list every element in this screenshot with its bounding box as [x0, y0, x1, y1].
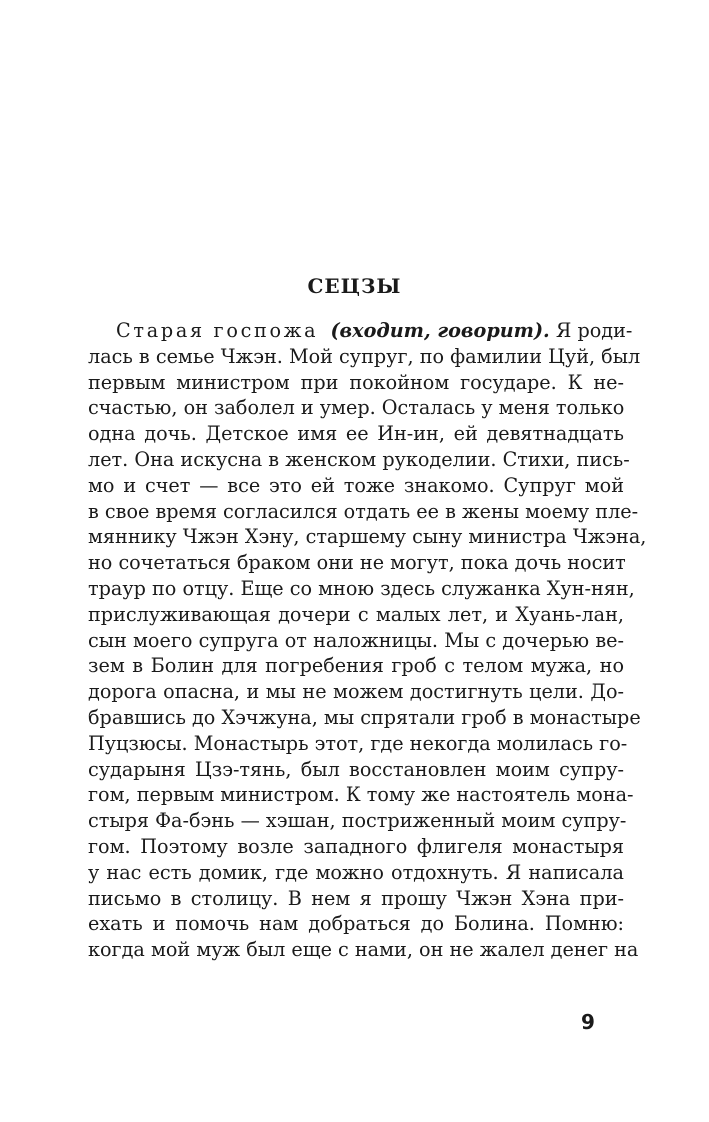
line-1-rest: Я роди- — [555, 319, 633, 342]
body-text — [88, 318, 647, 963]
chapter-title: СЕЦЗЫ — [307, 274, 402, 298]
text-line: письмо в столицу. В нем я прошу Чжэн Хэна при- — [88, 886, 624, 910]
text-line: первым министром при покойном государе. К не- — [88, 370, 624, 394]
text-line: зем в Болин для погребения гроб с телом мужа, но — [88, 654, 624, 678]
text-line: Пуцзюсы. Монастырь этот, где некогда молилась го- — [88, 731, 628, 755]
text-line: бравшись до Хэчжуна, мы спрятали гроб в монастыре — [88, 705, 641, 729]
text-line: прислуживающая дочери с малых лет, и Хуань-лан, — [88, 602, 624, 626]
text-line: лась в семье Чжэн. Мой супруг, по фамилии Цуй, был — [88, 344, 641, 368]
text-line: когда мой муж был еще с нами, он не жалел денег на — [88, 938, 639, 962]
text-line: лет. Она искусна в женском рукоделии. Стихи, пись- — [88, 447, 630, 471]
speaker-name: Старая госпожа — [116, 319, 319, 342]
text-line: сударыня Цзэ-тянь, был восстановлен моим супру- — [88, 757, 624, 781]
text-line: счастью, он заболел и умер. Осталась у меня только — [88, 396, 625, 420]
text-line: мяннику Чжэн Хэну, старшему сыну министра Чжэна, — [88, 525, 647, 549]
page-number: 9 — [581, 1010, 595, 1034]
text-line: гом, первым министром. К тому же настоятель мона- — [88, 783, 634, 807]
text-line: сын моего супруга от наложницы. Мы с дочерью ве- — [88, 628, 624, 652]
text-line: гом. Поэтому возле западного флигеля монастыря — [88, 834, 624, 858]
text-line-1 — [88, 318, 633, 344]
text-line: траур по отцу. Еще со мною здесь служанка Хун-нян, — [88, 576, 635, 600]
stage-direction: (входит, говорит). — [330, 319, 550, 342]
text-line: ехать и помочь нам добраться до Болина. Помню: — [88, 912, 624, 936]
text-line: одна дочь. Детское имя ее Ин-ин, ей девятнадцать — [88, 422, 624, 446]
text-line: мо и счет — все это ей тоже знакомо. Супруг мой — [88, 473, 624, 497]
text-line: у нас есть домик, где можно отдохнуть. Я написала — [88, 860, 624, 884]
text-line: дорога опасна, и мы не можем достигнуть цели. До- — [88, 680, 624, 704]
text-line: но сочетаться браком они не могут, пока дочь носит — [88, 551, 626, 575]
text-line: в свое время согласился отдать ее в жены моему пле- — [88, 499, 639, 523]
text-line: стыря Фа-бэнь — хэшан, постриженный моим супру- — [88, 809, 627, 833]
